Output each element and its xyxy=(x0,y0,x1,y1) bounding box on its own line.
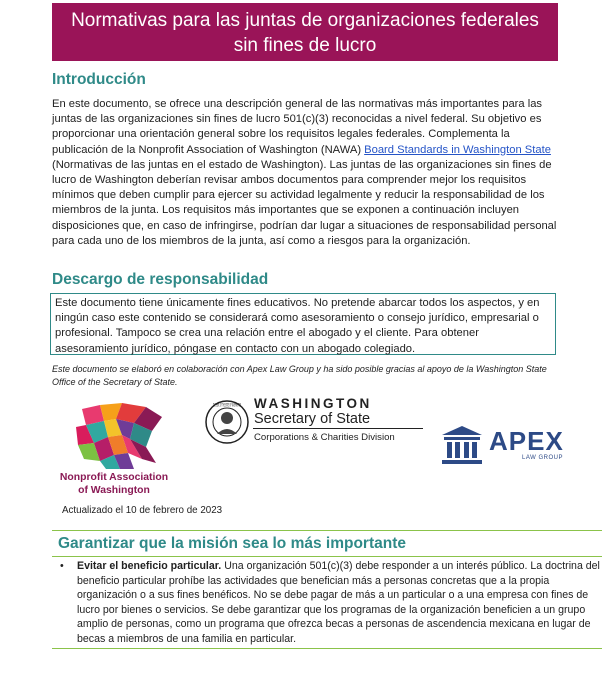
intro-paragraph xyxy=(52,97,564,249)
bullet-icon: • xyxy=(60,560,64,572)
washington-seal-icon xyxy=(205,400,249,444)
wa-title: WASHINGTON xyxy=(254,396,372,411)
apex-name: APEX xyxy=(489,426,564,456)
wa-subtitle: Secretary of State xyxy=(254,411,371,427)
mission-heading: Garantizar que la misión sea lo más importante xyxy=(58,535,406,552)
napw-name-line1: Nonprofit Association xyxy=(59,472,169,483)
apex-subtitle: LAW GROUP xyxy=(522,455,563,461)
title-banner xyxy=(52,3,558,61)
updated-date: Actualizado el 10 de febrero de 2023 xyxy=(62,505,223,516)
apex-building-icon xyxy=(441,425,483,465)
board-standards-link[interactable]: Board Standards in Washington State xyxy=(364,143,551,156)
page-title-line1: Normativas para las juntas de organizaciones federales xyxy=(71,10,539,31)
bullet-bold: Evitar el beneficio particular. xyxy=(77,560,222,572)
collaboration-note: Este documento se elaboró en colaboración con Apex Law Group y ha sido posible gracias al apoyo de la Washington State Office of the Secretary of State. xyxy=(52,364,547,387)
page-title-line2: sin fines de lucro xyxy=(233,35,377,56)
wa-divider xyxy=(253,428,423,429)
napw-logo-text xyxy=(40,471,188,497)
intro-text-end: (Normativas de las juntas en el estado de Washington). Las juntas de las organizaciones sin fines de lucro de Washington deberían revisar ambos documentos para comprender mejor los requisitos mínimos que deben cumplir para ejercer su actividad legalmente y reducir la responsabilidad de los miembros de la junta. Los requisitos más importantes que se exponen a continuación incluyen disposiciones que, en caso de infringirse, podrían dar lugar a situaciones de responsabilidad personal para cada uno de los miembros de la junta, así como a riesgos para la organización. xyxy=(52,158,557,247)
bullet-text xyxy=(77,559,602,647)
intro-heading: Introducción xyxy=(52,71,146,88)
napw-name-line2: of Washington xyxy=(78,485,150,496)
section-rule-top xyxy=(52,530,602,531)
intro-text-start: En este documento, se ofrece una descripción general de las normativas más importantes para las juntas de las organizaciones sin fines de lucro 501(c)(3) reconocidas a nivel federal. Su objetivo es proporcionar una orientación general sobre los requisitos legales federales. Complementa la publicación de la Nonprofit Association of Washington (NAWA) xyxy=(52,98,543,156)
wa-division: Corporations & Charities Division xyxy=(254,432,395,443)
disclaimer-box: Este documento tiene únicamente fines educativos. No pretende abarcar todos los aspectos, y en ningún caso este contenido se considerará como asesoramiento o consejo jurídico, empresarial o profesional. Tampoco se crea una relación entre el abogado y el cliente. Para obtener asesoramiento jurídico, póngase en contacto con un abogado colegiado. xyxy=(50,293,556,355)
section-rule-mid xyxy=(52,556,602,557)
napw-logo-icon xyxy=(72,403,164,471)
disclaimer-heading: Descargo de responsabilidad xyxy=(52,271,269,288)
bullet-body: Una organización 501(c)(3) debe responder a un interés público. La doctrina del beneficio particular prohíbe las actividades que benefician más a personas concretas que a la propia organización o a sus fines benéficos. No se debe pagar de más a un particular o a una empresa con fines de lucro por bienes o servicios. Se debe garantizar que los programas de la organización beneficien a un grupo amplio de personas, como un programa que ofrezca becas a personas de ascendencia mexicana en lugar de becas a miembros de una familia en particular. xyxy=(77,560,600,645)
seal-lettering: THE SEAL OF THE STATE OF WASHINGTON xyxy=(212,402,241,408)
section-rule-bottom xyxy=(52,648,602,649)
